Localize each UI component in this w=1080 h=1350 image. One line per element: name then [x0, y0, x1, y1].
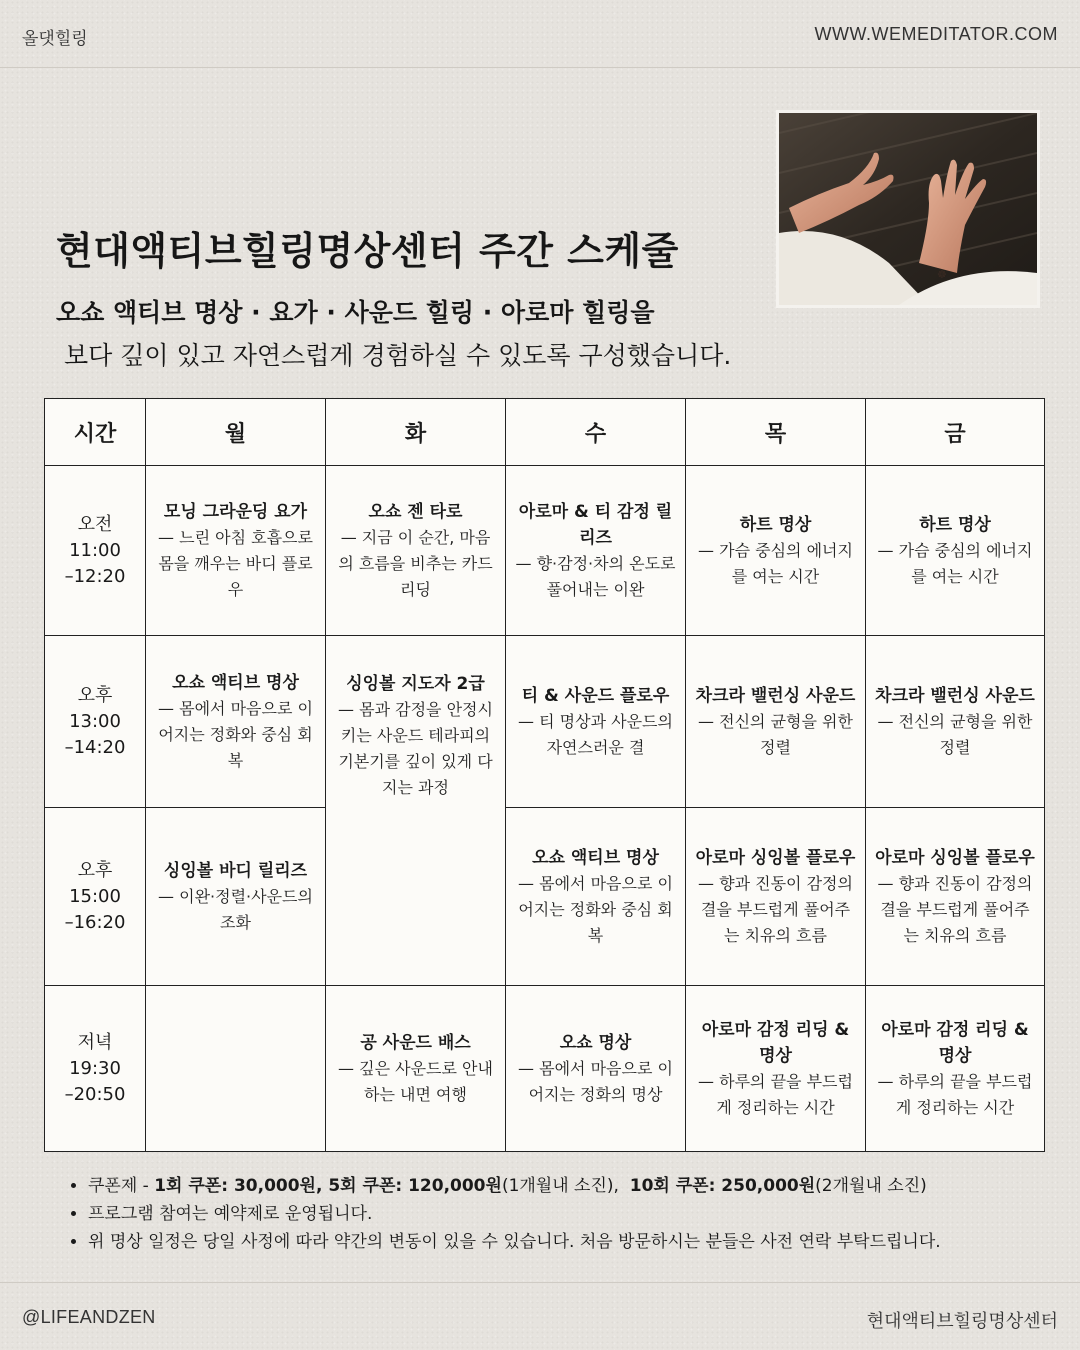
- class-description: — 향·감정·차의 온도로 풀어내는 이완: [515, 553, 676, 599]
- list-item: • 프로그램 참여는 예약제로 운영됩니다.: [88, 1200, 941, 1228]
- weekly-schedule-table: [44, 398, 1045, 1152]
- class-title: 차크라 밸런싱 사운드: [875, 685, 1035, 706]
- column-header-thu: 목: [686, 399, 866, 466]
- class-cell: [866, 986, 1045, 1152]
- class-description: — 전신의 균형을 위한 정렬: [877, 711, 1033, 757]
- class-description: — 깊은 사운드로 안내하는 내면 여행: [338, 1058, 493, 1104]
- time-slot: [45, 808, 146, 986]
- time-end: –20:50: [64, 1083, 126, 1105]
- table-row: [45, 636, 1045, 808]
- class-cell: [506, 466, 686, 636]
- time-slot: [45, 466, 146, 636]
- column-header-time: 시간: [45, 399, 146, 466]
- column-header-fri: 금: [866, 399, 1045, 466]
- class-cell: [326, 466, 506, 636]
- website-link[interactable]: WWW.WEMEDITATOR.COM: [814, 24, 1058, 44]
- class-cell: [686, 636, 866, 808]
- class-cell: [686, 466, 866, 636]
- class-cell: [866, 636, 1045, 808]
- footer-brand: 현대액티브힐링명상센터: [866, 1311, 1058, 1332]
- class-cell: [146, 636, 326, 808]
- class-description: — 몸과 감정을 안정시키는 사운드 테라피의 기본기를 깊이 있게 다지는 과정: [338, 699, 493, 797]
- class-title: 오쇼 명상: [559, 1032, 632, 1053]
- bottom-bar: [0, 1282, 1080, 1350]
- table-row: [45, 986, 1045, 1152]
- class-title: 싱잉볼 지도자 2급: [346, 673, 485, 694]
- class-description: — 느린 아침 호흡으로 몸을 깨우는 바디 플로우: [158, 527, 313, 599]
- svg-text:☸: ☸: [937, 268, 947, 281]
- class-cell-empty: [146, 986, 326, 1152]
- class-title: 티 & 사운드 플로우: [521, 685, 670, 706]
- time-period: 오후: [77, 859, 113, 881]
- time-start: 15:00: [69, 885, 121, 907]
- hands-meditation-photo: [776, 110, 1040, 308]
- class-title: 모닝 그라운딩 요가: [163, 501, 308, 522]
- time-period: 저녁: [77, 1031, 113, 1053]
- class-description: — 하루의 끝을 부드럽게 정리하는 시간: [877, 1071, 1033, 1117]
- time-period: 오전: [77, 513, 113, 535]
- class-title: 아로마 & 티 감정 릴리즈: [518, 501, 673, 548]
- column-header-wed: 수: [506, 399, 686, 466]
- class-description: — 몸에서 마음으로 이어지는 정화와 중심 회복: [518, 873, 673, 945]
- column-header-mon: 월: [146, 399, 326, 466]
- class-cell: [146, 808, 326, 986]
- class-cell: [866, 466, 1045, 636]
- class-title: 오쇼 젠 타로: [368, 501, 463, 522]
- notes-list: [66, 1172, 941, 1256]
- coupon-price-1: 1회 쿠폰: 30,000원, 5회 쿠폰: 120,000원: [154, 1176, 502, 1196]
- class-description: — 티 명상과 사운드의 자연스러운 결: [518, 711, 673, 757]
- class-description: — 가슴 중심의 에너지를 여는 시간: [877, 540, 1033, 586]
- time-end: –12:20: [64, 565, 126, 587]
- class-title: 아로마 싱잉볼 플로우: [875, 847, 1035, 868]
- page-title: 현대액티브힐링명상센터 주간 스케줄: [56, 229, 679, 273]
- time-slot: [45, 636, 146, 808]
- class-title: 아로마 감정 리딩 & 명상: [881, 1019, 1029, 1066]
- class-description: — 향과 진동이 감정의 결을 부드럽게 풀어주는 치유의 흐름: [877, 873, 1033, 945]
- class-description: — 이완·정렬·사운드의 조화: [158, 886, 313, 932]
- class-cell-double: [326, 636, 506, 986]
- class-title: 하트 명상: [919, 514, 991, 535]
- class-description: — 가슴 중심의 에너지를 여는 시간: [698, 540, 853, 586]
- class-cell: [866, 808, 1045, 986]
- social-handle[interactable]: @LIFEANDZEN: [22, 1307, 156, 1327]
- page-subtitle-line2: 보다 깊이 있고 자연스럽게 경험하실 수 있도록 구성했습니다.: [64, 341, 732, 370]
- class-description: — 지금 이 순간, 마음의 흐름을 비추는 카드 리딩: [338, 527, 493, 599]
- table-header-row: [45, 399, 1045, 466]
- class-cell: [146, 466, 326, 636]
- class-cell: [686, 986, 866, 1152]
- class-cell: [326, 986, 506, 1152]
- class-title: 아로마 싱잉볼 플로우: [695, 847, 856, 868]
- class-cell: [506, 986, 686, 1152]
- class-description: — 하루의 끝을 부드럽게 정리하는 시간: [698, 1071, 853, 1117]
- list-item: • 위 명상 일정은 당일 사정에 따라 약간의 변동이 있을 수 있습니다. 처음 방문하시는 분들은 사전 연락 부탁드립니다.: [88, 1228, 941, 1256]
- class-cell: [506, 636, 686, 808]
- coupon-price-2: 10회 쿠폰: 250,000원: [629, 1176, 816, 1196]
- coupon-note-2: (2개월내 소진): [815, 1176, 927, 1196]
- class-cell: [686, 808, 866, 986]
- page-subtitle-line1: 오쇼 액티브 명상 · 요가 · 사운드 힐링 · 아로마 힐링을: [56, 298, 655, 327]
- time-period: 오후: [77, 684, 113, 706]
- time-slot: [45, 986, 146, 1152]
- column-header-tue: 화: [326, 399, 506, 466]
- class-title: 공 사운드 배스: [360, 1032, 471, 1053]
- class-title: 오쇼 액티브 명상: [532, 847, 659, 868]
- table-row: [45, 466, 1045, 636]
- coupon-note-1: (1개월내 소진),: [501, 1176, 619, 1196]
- list-item: [88, 1172, 941, 1200]
- time-end: –14:20: [64, 736, 126, 758]
- class-description: — 몸에서 마음으로 이어지는 정화의 명상: [518, 1058, 673, 1104]
- time-end: –16:20: [64, 911, 126, 933]
- top-bar: [0, 0, 1080, 68]
- class-title: 차크라 밸런싱 사운드: [695, 685, 856, 706]
- class-title: 하트 명상: [739, 514, 812, 535]
- class-title: 싱잉볼 바디 릴리즈: [163, 860, 308, 881]
- brand-name: 올댓힐링: [22, 29, 88, 49]
- class-description: — 향과 진동이 감정의 결을 부드럽게 풀어주는 치유의 흐름: [698, 873, 853, 945]
- class-description: — 전신의 균형을 위한 정렬: [698, 711, 853, 757]
- coupon-prefix: 쿠폰제 -: [88, 1176, 155, 1196]
- time-start: 11:00: [69, 539, 121, 561]
- class-title: 아로마 감정 리딩 & 명상: [701, 1019, 850, 1066]
- time-start: 13:00: [69, 710, 121, 732]
- class-description: — 몸에서 마음으로 이어지는 정화와 중심 회복: [158, 698, 313, 770]
- class-cell: [506, 808, 686, 986]
- table-row: [45, 808, 1045, 986]
- time-start: 19:30: [69, 1057, 121, 1079]
- class-title: 오쇼 액티브 명상: [172, 672, 299, 693]
